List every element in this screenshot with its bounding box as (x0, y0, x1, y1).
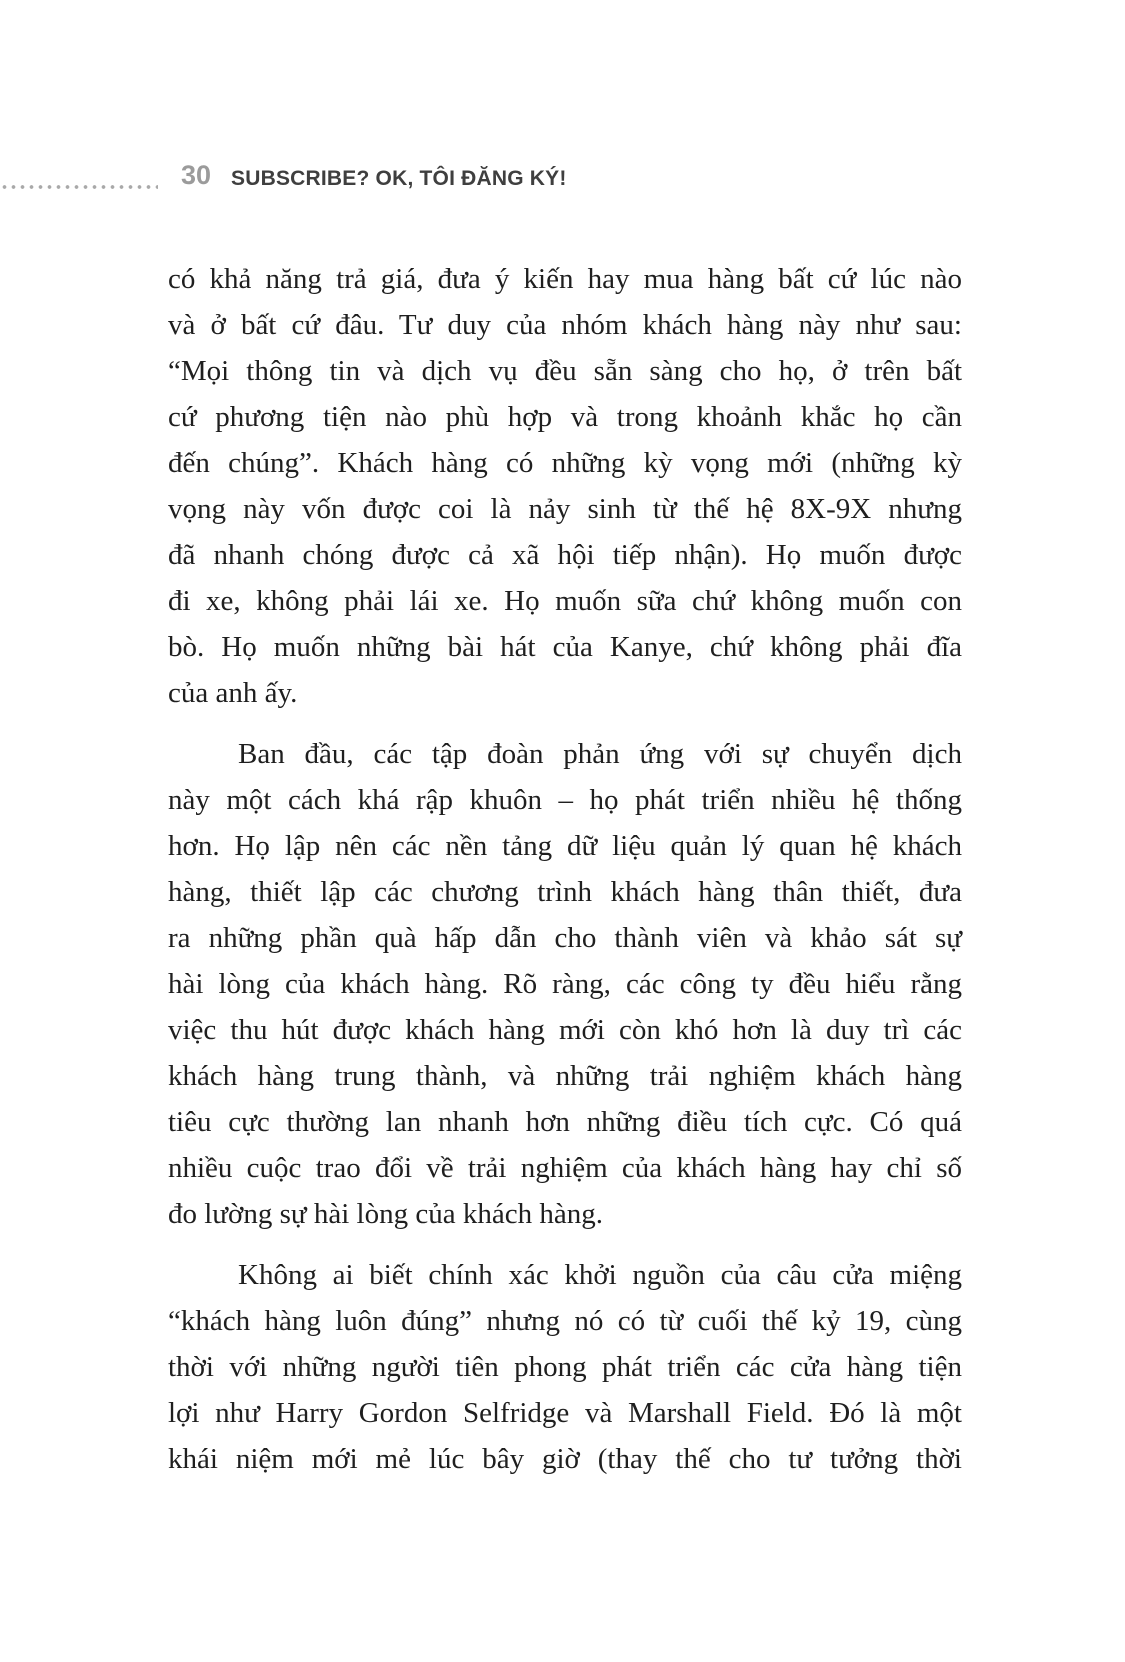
text-line: Không ai biết chính xác khởi nguồn của câu cửa miệng (238, 1259, 962, 1291)
text-line: khách hàng trung thành, và những trải nghiệm khách hàng (168, 1060, 962, 1092)
paragraph-3 (168, 1252, 962, 1482)
paragraph-2 (168, 731, 962, 1237)
text-line: nhiều cuộc trao đổi về trải nghiệm của khách hàng hay chỉ số (168, 1152, 962, 1184)
text-line: đã nhanh chóng được cả xã hội tiếp nhận). Họ muốn được (168, 539, 962, 571)
text-line: Ban đầu, các tập đoàn phản ứng với sự chuyển dịch (238, 738, 962, 770)
text-line: cứ phương tiện nào phù hợp và trong khoảnh khắc họ cần (168, 401, 962, 433)
paragraph-1 (168, 256, 962, 716)
text-line: tiêu cực thường lan nhanh hơn những điều tích cực. Có quá (168, 1106, 962, 1138)
text-line: việc thu hút được khách hàng mới còn khó hơn là duy trì các (168, 1014, 962, 1046)
text-line: “khách hàng luôn đúng” nhưng nó có từ cuối thế kỷ 19, cùng (168, 1305, 962, 1337)
text-line: hàng, thiết lập các chương trình khách hàng thân thiết, đưa (168, 876, 962, 908)
running-title: SUBSCRIBE? OK, TÔI ĐĂNG KÝ! (231, 167, 567, 190)
text-line: hài lòng của khách hàng. Rõ ràng, các công ty đều hiểu rằng (168, 968, 962, 1000)
running-header (0, 160, 1125, 204)
text-line: hơn. Họ lập nên các nền tảng dữ liệu quản lý quan hệ khách (168, 830, 962, 862)
text-line: khái niệm mới mẻ lúc bây giờ (thay thế cho tư tưởng thời (168, 1443, 962, 1475)
dotted-leader (0, 184, 158, 190)
text-line: đến chúng”. Khách hàng có những kỳ vọng mới (những kỳ (168, 447, 962, 479)
text-line: và ở bất cứ đâu. Tư duy của nhóm khách hàng này như sau: (168, 309, 962, 341)
text-line: thời với những người tiên phong phát triển các cửa hàng tiện (168, 1351, 962, 1383)
body-text-block (168, 256, 962, 1482)
text-line: vọng này vốn được coi là nảy sinh từ thế hệ 8X-9X nhưng (168, 493, 962, 525)
text-line: đi xe, không phải lái xe. Họ muốn sữa chứ không muốn con (168, 585, 962, 617)
text-line: có khả năng trả giá, đưa ý kiến hay mua hàng bất cứ lúc nào (168, 263, 962, 295)
text-line: ra những phần quà hấp dẫn cho thành viên và khảo sát sự (168, 922, 962, 954)
text-line: lợi như Harry Gordon Selfridge và Marshall Field. Đó là một (168, 1397, 962, 1429)
text-line: của anh ấy. (168, 677, 298, 709)
text-line: đo lường sự hài lòng của khách hàng. (168, 1198, 603, 1230)
text-line: này một cách khá rập khuôn – họ phát triển nhiều hệ thống (168, 784, 962, 816)
page-number: 30 (181, 160, 212, 190)
text-line: bò. Họ muốn những bài hát của Kanye, chứ không phải đĩa (168, 631, 962, 663)
text-line: “Mọi thông tin và dịch vụ đều sẵn sàng cho họ, ở trên bất (168, 355, 962, 387)
